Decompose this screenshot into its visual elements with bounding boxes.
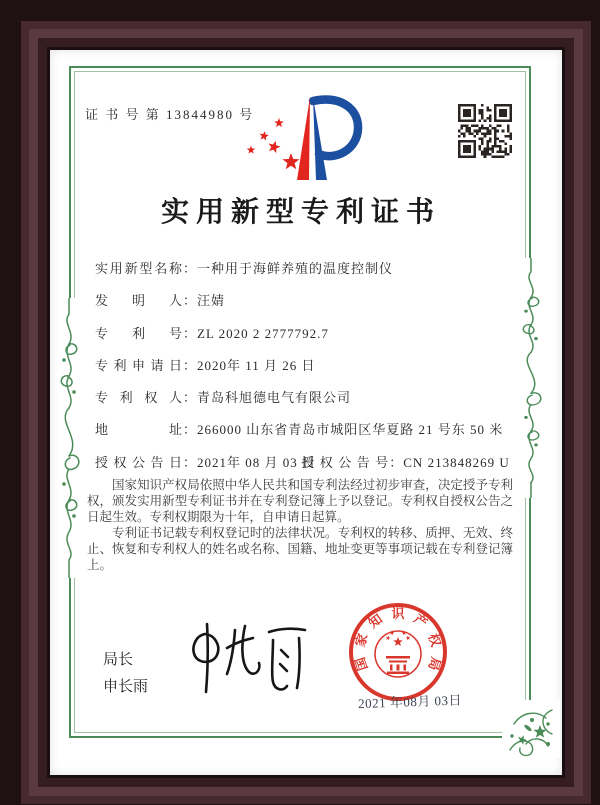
field-value-inventor: 汪婧 [197, 293, 226, 308]
field-value-grant-no: CN 213848269 U [403, 455, 510, 470]
field-label: 授权公告日 [95, 455, 183, 470]
left-flourish-ornament [58, 298, 80, 578]
field-value-grant-date: 2021年 08 月 03 日 [197, 455, 317, 470]
field-row-patent-no: 专利号：ZL 2020 2 2777792.7 [95, 323, 535, 342]
seal-char: 局 [425, 655, 444, 673]
national-emblem-icon [375, 631, 421, 677]
seal-char: 国 [352, 655, 371, 673]
seal-date: 2021 年08月 03日 [357, 692, 463, 712]
field-value-patent-no: ZL 2020 2 2777792.7 [197, 326, 329, 341]
field-label: 授权公告号 [301, 455, 390, 470]
field-label: 专利权人 [95, 390, 183, 405]
seal-char: 产 [410, 610, 431, 631]
field-label: 地址 [95, 422, 183, 437]
seal-char: 家 [352, 631, 371, 649]
field-label: 专利申请日 [95, 358, 183, 373]
field-value-invention-name: 一种用于海鲜养殖的温度控制仪 [197, 261, 394, 276]
field-row-patentee: 专利权人：青岛科旭德电气有限公司 [95, 387, 535, 406]
field-row-inventor: 发明人：汪婧 [95, 290, 535, 309]
cnipa-patent-logo-icon [237, 92, 365, 184]
seal-char: 知 [365, 610, 386, 631]
field-value-address: 266000 山东省青岛市城阳区华夏路 21 号东 50 米 [197, 422, 504, 437]
certificate-title: 实用新型专利证书 [160, 197, 441, 228]
body-paragraph-1: 国家知识产权局依照中华人民共和国专利法经过初步审查，决定授予专利权，颁发实用新型专利证书并在专利登记簿上予以登记。专利权自授权公告之日起生效。专利权期限为十年，自申请日起算。 [87, 478, 513, 524]
field-label: 发明人 [95, 293, 183, 308]
certificate-number: 证 书 号 第 13844980 号 [85, 107, 255, 122]
commissioner-name: 申长雨 [103, 678, 149, 695]
body-paragraph-2: 专利证书记载专利权登记时的法律状况。专利权的转移、质押、无效、终止、恢复和专利权人的姓名或名称、国籍、地址变更等事项记载在专利登记簿上。 [87, 526, 513, 572]
qr-code-icon [458, 104, 512, 158]
corner-floral-ornament [502, 700, 560, 758]
field-value-filing-date: 2020年 11 月 26 日 [197, 358, 316, 373]
commissioner-signature [183, 620, 313, 698]
commissioner-block [103, 646, 148, 700]
field-row-address: 地址：266000 山东省青岛市城阳区华夏路 21 号东 50 米 [95, 419, 535, 438]
field-label: 专利号 [95, 326, 183, 341]
field-label: 实用新型名称 [95, 261, 183, 276]
official-seal [346, 600, 450, 704]
seal-char: 权 [425, 631, 444, 649]
field-row-grant: 授权公告日：2021年 08 月 03 日 授权公告号：CN 213848269 U [95, 452, 535, 471]
field-value-patentee: 青岛科旭德电气有限公司 [197, 390, 352, 405]
seal-char: 识 [391, 606, 405, 621]
legal-body-text [87, 477, 513, 573]
field-row-filing-date: 专利申请日：2020年 11 月 26 日 [95, 355, 535, 374]
field-row-name: 实用新型名称：一种用于海鲜养殖的温度控制仪 [95, 258, 535, 277]
commissioner-title: 局长 [103, 651, 134, 668]
